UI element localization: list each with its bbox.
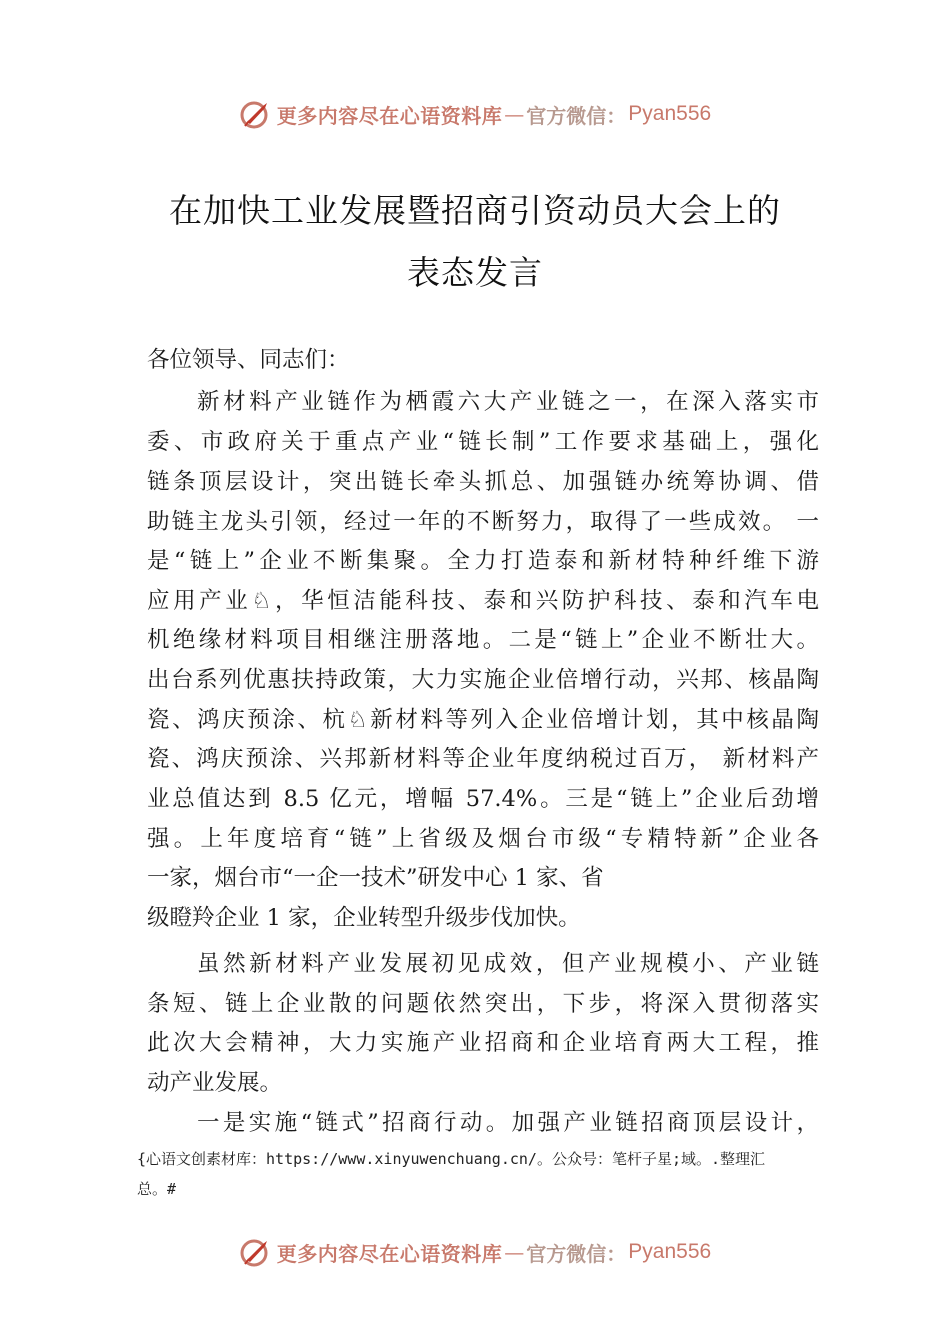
body-line: 虽然新材料产业发展初见成效，但产业规模小、产业链 [197, 951, 819, 977]
banner-wechat-id: Pyan556 [628, 102, 712, 125]
body-line: 一家，烟台市“一企一技术”研发中心 1 家、省 [147, 865, 604, 891]
body-line: 此次大会精神，大力实施产业招商和企业培育两大工程，推 [147, 1030, 819, 1056]
document-title-line-1: 在加快工业发展暨招商引资动员大会上的 [169, 191, 781, 230]
salutation: 各位领导、同志们： [147, 347, 350, 373]
body-line: 链条顶层设计，突出链长牵头抓总、加强链办统筹协调、借 [147, 469, 819, 495]
body-line: 新材料产业链作为栖霞六大产业链之一，在深入落实市 [197, 389, 819, 415]
body-line: 业总值达到 8.5 亿元，增幅 57.4%。三是“链上”企业后劲增 [147, 786, 819, 812]
body-line: 委、市政府关于重点产业“链长制”工作要求基础上，强化 [147, 429, 819, 455]
body-line: 一是实施“链式”招商行动。加强产业链招商顶层设计， [197, 1110, 819, 1136]
footer-note-line-1: {心语文创素材库：https://www.xinyuwenchuang.cn/。公众号：笔杆子星;域。.整理汇 [137, 1150, 766, 1168]
body-line: 出台系列优惠扶持政策，大力实施企业倍增行动，兴邦、核晶陶 [147, 667, 819, 693]
banner-text: 更多内容尽在心语资料库 [276, 103, 503, 128]
body-line: 强。上年度培育“链”上省级及烟台市级“专精特新”企业各 [147, 826, 819, 852]
banner-wechat-label: 官方微信： [526, 103, 627, 128]
body-line: 级瞪羚企业 1 家，企业转型升级步伐加快。 [147, 905, 581, 931]
body-line: 动产业发展。 [147, 1070, 283, 1096]
body-line: 助链主龙头引领，经过一年的不断努力，取得了一些成效。 一 [147, 509, 819, 535]
banner-wechat-label: 官方微信： [526, 1241, 627, 1266]
banner-dash: — [504, 102, 525, 126]
body-line: 条短、链上企业散的问题依然突出，下步，将深入贯彻落实 [147, 991, 819, 1017]
body-line: 瓷、鸿庆预涂、杭♘新材料等列入企业倍增计划，其中核晶陶 [147, 707, 819, 733]
body-line: 机绝缘材料项目相继注册落地。二是“链上”企业不断壮大。 [147, 627, 819, 653]
banner-wechat-id: Pyan556 [628, 1240, 712, 1263]
banner-text: 更多内容尽在心语资料库 [276, 1241, 503, 1266]
body-line: 应用产业♘，华恒洁能科技、泰和兴防护科技、泰和汽车电 [147, 588, 819, 614]
document-title-line-2: 表态发言 [407, 253, 543, 292]
body-line: 是“链上”企业不断集聚。全力打造泰和新材特种纤维下游 [147, 548, 819, 574]
pen-logo-icon [239, 1235, 273, 1269]
footer-watermark-banner [0, 1232, 950, 1272]
header-watermark-banner [0, 94, 950, 134]
body-line: 瓷、鸿庆预涂、兴邦新材料等企业年度纳税过百万， 新材料产 [147, 746, 819, 772]
footer-note-line-2: 总。# [137, 1180, 177, 1198]
banner-dash: — [504, 1240, 525, 1264]
pen-logo-icon [239, 97, 273, 131]
